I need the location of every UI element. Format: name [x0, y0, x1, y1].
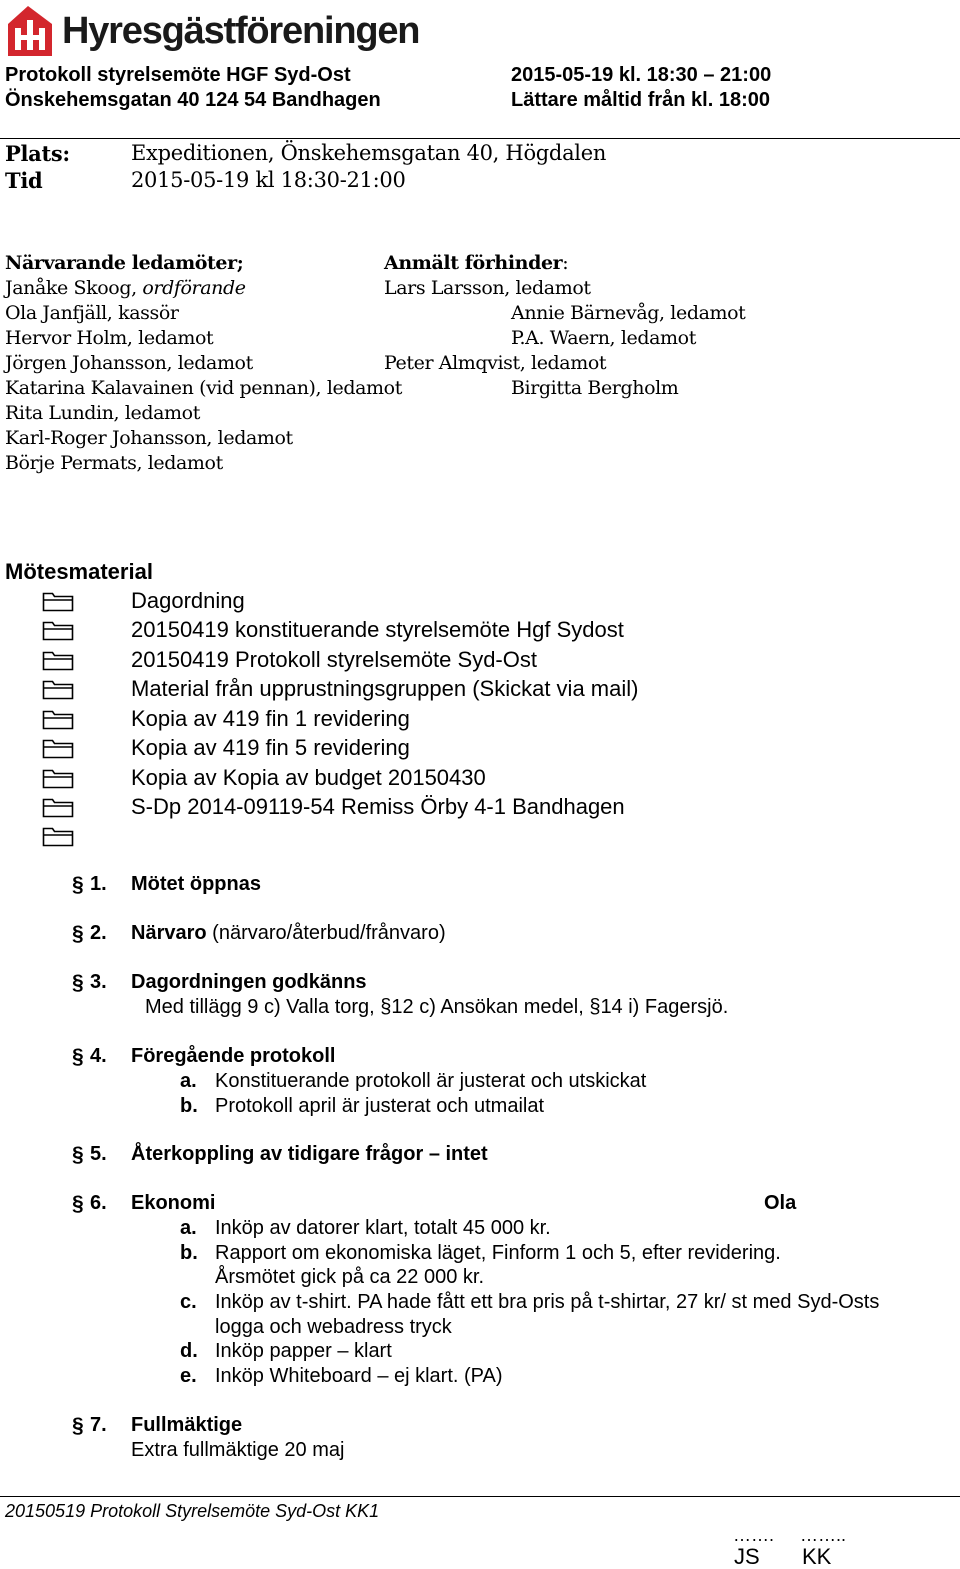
folder-icon [42, 619, 74, 641]
agenda-detail: Extra fullmäktige 20 maj [131, 1439, 345, 1461]
logo-text: Hyresgästföreningen [62, 10, 420, 52]
agenda-number: 4. [90, 1045, 107, 1067]
agenda-responsible: Ola [764, 1192, 797, 1214]
agenda-number: 1. [90, 873, 107, 895]
folder-icon [42, 796, 74, 818]
agenda-title: Fullmäktige [131, 1414, 243, 1436]
absent-member: P.A. Waern, ledamot [511, 327, 696, 349]
signature-initials: KK [802, 1544, 832, 1569]
folder-icon [42, 678, 74, 700]
header-title: Protokoll styrelsemöte HGF Syd-Ost [5, 64, 351, 86]
sub-text: Rapport om ekonomiska läget, Finform 1 och 5, efter revidering. [215, 1242, 781, 1264]
material-item: S-Dp 2014-09119-54 Remiss Örby 4-1 Bandhagen [131, 794, 625, 819]
sub-letter: a. [180, 1217, 197, 1239]
header-divider [0, 138, 960, 139]
section-symbol: § [72, 1045, 84, 1068]
agenda-number: 2. [90, 922, 107, 944]
sub-letter: d. [180, 1340, 198, 1362]
section-symbol: § [72, 1192, 84, 1215]
absent-heading: Anmält förhinder: [384, 252, 569, 274]
absent-member: Annie Bärnevåg, ledamot [511, 302, 746, 324]
present-member: Janåke Skoog, ordförande [5, 277, 246, 299]
material-item: 20150419 konstituerande styrelsemöte Hgf Sydost [131, 617, 624, 642]
section-symbol: § [72, 1414, 84, 1437]
signature-dots: ……. [733, 1525, 775, 1545]
place-label: Plats: [5, 141, 70, 166]
sub-letter: e. [180, 1365, 197, 1387]
absent-member: Lars Larsson, ledamot [384, 277, 591, 299]
sub-letter: b. [180, 1095, 198, 1117]
sub-text: Protokoll april är justerat och utmailat [215, 1095, 545, 1117]
place-value: Expeditionen, Önskehemsgatan 40, Högdalen [131, 141, 607, 165]
agenda-number: 3. [90, 971, 107, 993]
present-member: Ola Janfjäll, kassör [5, 302, 179, 324]
logo [6, 4, 426, 60]
header-datetime: 2015-05-19 kl. 18:30 – 21:00 [511, 64, 772, 86]
material-item: Material från upprustningsgruppen (Skickat via mail) [131, 676, 639, 701]
agenda-title: Återkoppling av tidigare frågor – intet [131, 1143, 488, 1165]
agenda-title: Mötet öppnas [131, 873, 261, 895]
agenda-title: Dagordningen godkänns [131, 971, 367, 993]
present-heading: Närvarande ledamöter; [5, 252, 244, 274]
absent-member: Peter Almqvist, ledamot [384, 352, 607, 374]
footer-text: 20150519 Protokoll Styrelsemöte Syd-Ost KK1 [5, 1501, 380, 1521]
sub-letter: b. [180, 1242, 198, 1264]
agenda-number: 6. [90, 1192, 107, 1214]
sub-text: Inköp papper – klart [215, 1340, 392, 1362]
logo-house-icon [6, 4, 56, 58]
folder-icon [42, 708, 74, 730]
sub-text-continued: Årsmötet gick på ca 22 000 kr. [215, 1266, 485, 1288]
agenda-note: Med tillägg 9 c) Valla torg, §12 c) Ansökan medel, §14 i) Fagersjö. [145, 996, 729, 1018]
agenda-title: Ekonomi [131, 1192, 216, 1214]
sub-text-continued: logga och webadress tryck [215, 1316, 452, 1338]
sub-text: Konstituerande protokoll är justerat och utskickat [215, 1070, 647, 1092]
time-value: 2015-05-19 kl 18:30-21:00 [131, 168, 406, 192]
sub-letter: a. [180, 1070, 197, 1092]
present-member: Rita Lundin, ledamot [5, 402, 200, 424]
material-item: Dagordning [131, 588, 245, 613]
folder-icon [42, 767, 74, 789]
material-item: Kopia av Kopia av budget 20150430 [131, 765, 486, 790]
sub-text: Inköp Whiteboard – ej klart. (PA) [215, 1365, 503, 1387]
sub-text: Inköp av t-shirt. PA hade fått ett bra pris på t-shirtar, 27 kr/ st med Syd-Osts [215, 1291, 880, 1313]
material-item: 20150419 Protokoll styrelsemöte Syd-Ost [131, 647, 537, 672]
signature-initials: JS [734, 1544, 760, 1569]
present-member: Katarina Kalavainen (vid pennan), ledamot [5, 377, 402, 399]
present-member: Jörgen Johansson, ledamot [5, 352, 253, 374]
materials-heading: Mötesmaterial [5, 559, 153, 584]
time-label: Tid [5, 168, 43, 193]
folder-icon [42, 590, 74, 612]
section-symbol: § [72, 971, 84, 994]
present-member: Karl-Roger Johansson, ledamot [5, 427, 293, 449]
header-address: Önskehemsgatan 40 124 54 Bandhagen [5, 89, 381, 111]
agenda-title: Föregående protokoll [131, 1045, 336, 1067]
section-symbol: § [72, 873, 84, 896]
section-symbol: § [72, 1143, 84, 1166]
sub-text: Inköp av datorer klart, totalt 45 000 kr. [215, 1217, 551, 1239]
present-member: Börje Permats, ledamot [5, 452, 223, 474]
agenda-number: 7. [90, 1414, 107, 1436]
signature-dots: …….. [800, 1525, 847, 1545]
folder-icon [42, 649, 74, 671]
present-member: Hervor Holm, ledamot [5, 327, 214, 349]
section-symbol: § [72, 922, 84, 945]
absent-member: Birgitta Bergholm [511, 377, 679, 399]
footer-divider [0, 1496, 960, 1497]
agenda-number: 5. [90, 1143, 107, 1165]
material-item: Kopia av 419 fin 1 revidering [131, 706, 410, 731]
header-meal: Lättare måltid från kl. 18:00 [511, 89, 770, 111]
folder-icon [42, 737, 74, 759]
folder-icon [42, 825, 74, 847]
material-item: Kopia av 419 fin 5 revidering [131, 735, 410, 760]
sub-letter: c. [180, 1291, 197, 1313]
agenda-title: Närvaro (närvaro/återbud/frånvaro) [131, 922, 446, 944]
